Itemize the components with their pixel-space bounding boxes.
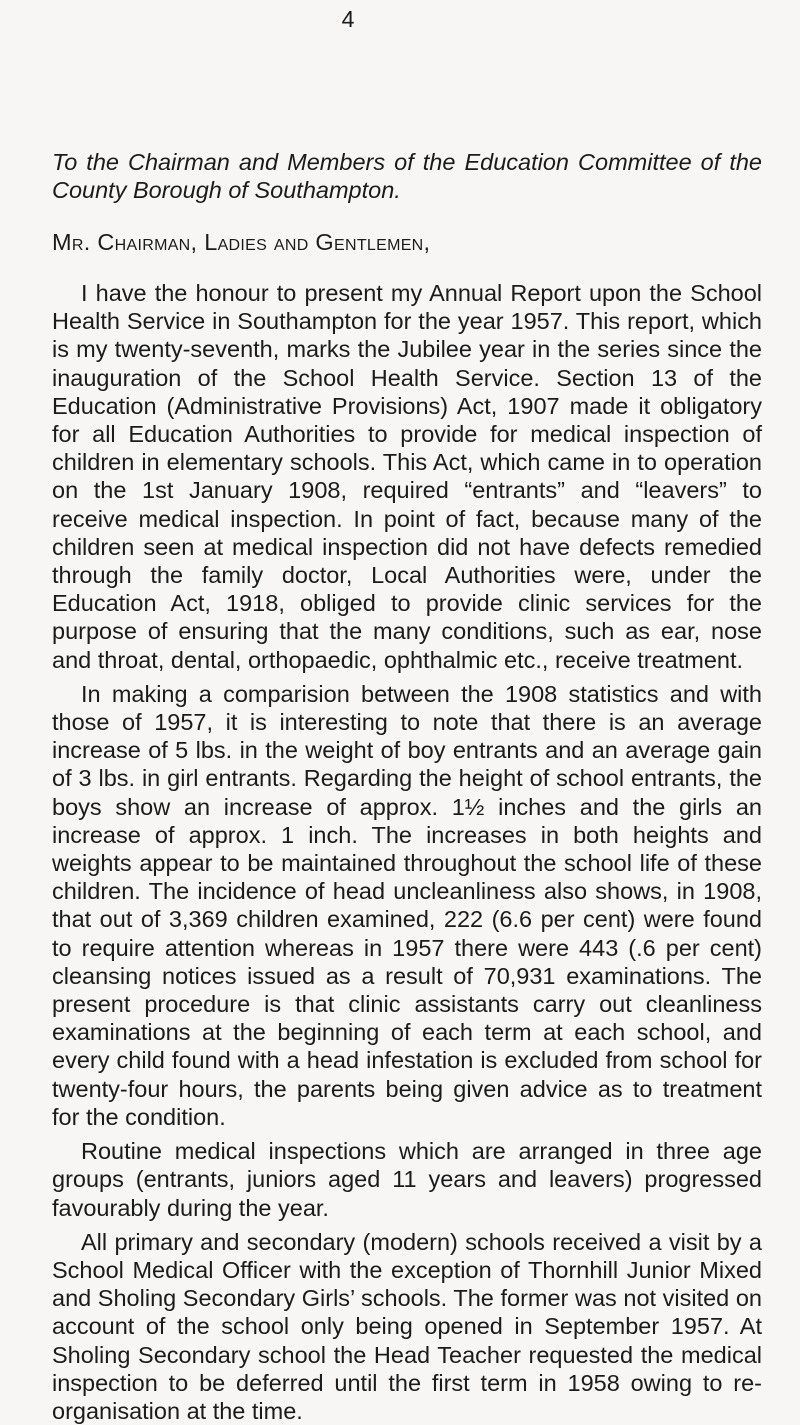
page-number: 4 [341, 6, 355, 32]
paragraph-4: All primary and secondary (modern) schools received a visit by a School Medical Officer with the exception of Thornhill Junior Mixed and Sholing Secondary Girls’ schools. The former was not visited on account of the school only being opened in September 1957. At Sholing Secondary school the Head Teacher requested the medical inspection to be deferred until the first term in 1958 owing to re-organisation at the time. [52, 1228, 762, 1424]
paragraph-1: I have the honour to present my Annual Report upon the School Health Service in Southampton for the year 1957. This report, which is my twenty-seventh, marks the Jubilee year in the series since the inauguration of the School Health Service. Section 13 of the Education (Administrative Provisions) Act, 1907 made it obligatory for all Education Authorities to provide for medical inspection of children in elementary schools. This Act, which came in to operation on the 1st January 1908, required “entrants” and “leavers” to receive medical inspection. In point of fact, because many of the children seen at medical inspection did not have defects remedied through the family doctor, Local Authorities were, under the Education Act, 1918, obliged to provide clinic services for the purpose of ensuring that the many conditions, such as ear, nose and throat, dental, orthopaedic, ophthalmic etc., receive treatment. [52, 280, 762, 673]
address-line: To the Chairman and Members of the Education Committee of the County Borough of Southampton. [52, 149, 762, 203]
paragraph-2: In making a comparision between the 1908 statistics and with those of 1957, it is interesting to note that there is an average increase of 5 lbs. in the weight of boy entrants and an average gain of 3 lbs. in girl entrants. Regarding the height of school entrants, the boys show an increase of approx. 1½ inches and the girls an increase of approx. 1 inch. The increases in both heights and weights appear to be maintained throughout the school life of these children. The incidence of head uncleanliness also shows, in 1908, that out of 3,369 children examined, 222 (6.6 per cent) were found to require attention whereas in 1957 there were 443 (.6 per cent) cleansing notices issued as a result of 70,931 examinations. The present procedure is that clinic assistants carry out cleanliness examinations at the beginning of each term at each school, and every child found with a head infestation is excluded from school for twenty-four hours, the parents being given advice as to treatment for the condition. [52, 680, 762, 1130]
salutation: Mr. Chairman, Ladies and Gentlemen, [52, 228, 431, 255]
report-page [52, 108, 762, 1425]
paragraph-3: Routine medical inspections which are arranged in three age groups (entrants, juniors aged 11 years and leavers) progressed favourably during the year. [52, 1138, 762, 1221]
